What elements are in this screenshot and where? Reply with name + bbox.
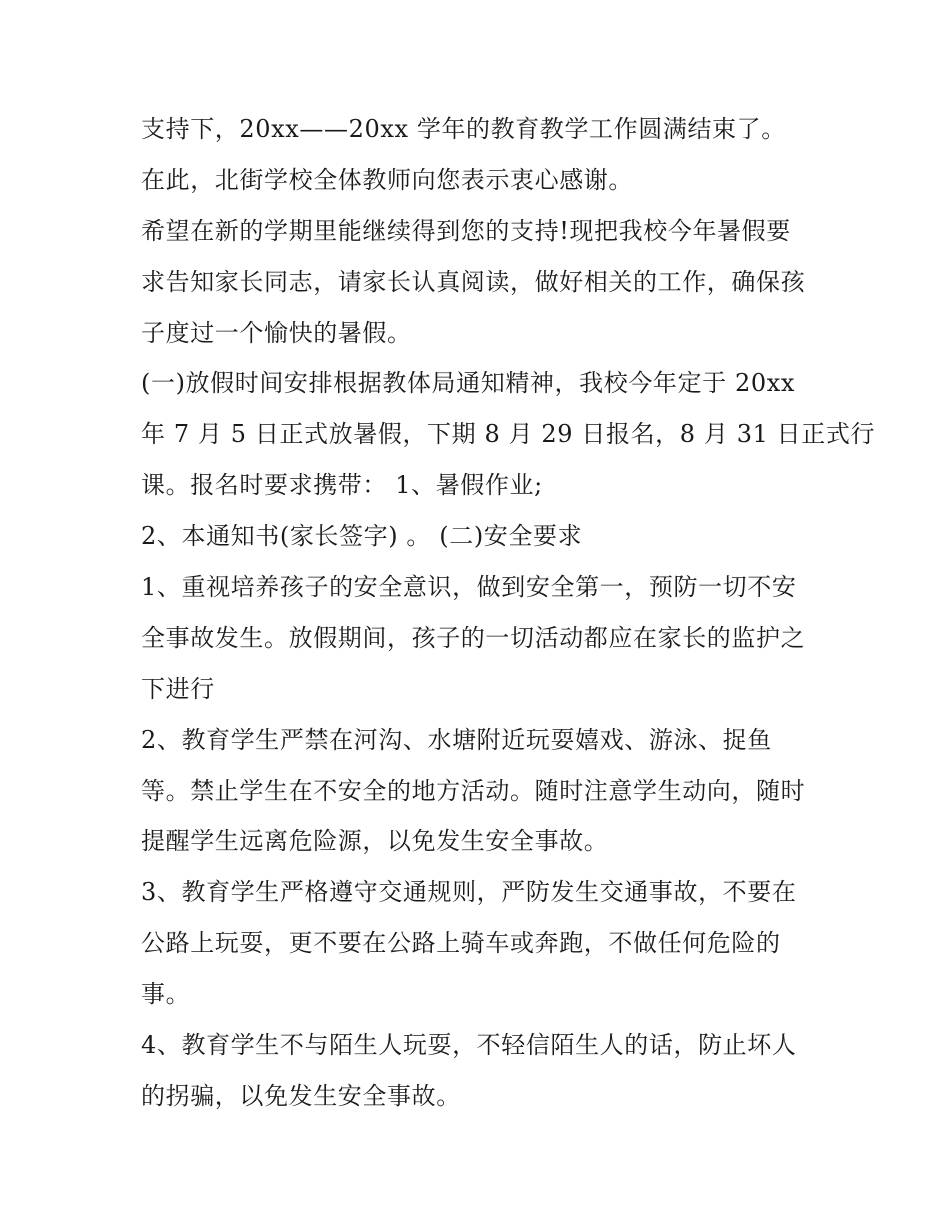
text-line: 的拐骗，以免发生安全事故。	[141, 1081, 461, 1110]
text-line: 2、本通知书(家长签字) 。 (二)安全要求	[141, 522, 583, 551]
text-line: 支持下，20xx——20xx 学年的教育教学工作圆满结束了。	[141, 115, 786, 143]
text-line: 年 7 月 5 日正式放暑假，下期 8 月 29 日报名，8 月 31 日正式行	[141, 420, 876, 449]
text-line: 子度过一个愉快的暑假。	[141, 318, 412, 347]
text-line: 求告知家长同志，请家长认真阅读，做好相关的工作，确保孩	[141, 267, 806, 296]
text-line: 1、重视培养孩子的安全意识，做到安全第一，预防一切不安	[141, 573, 797, 602]
text-line: 2、教育学生严禁在河沟、水塘附近玩耍嬉戏、游泳、捉鱼	[141, 725, 772, 754]
text-line: (一)放假时间安排根据教体局通知精神，我校今年定于 20xx	[141, 369, 795, 398]
text-line: 在此，北街学校全体教师向您表示衷心感谢。	[141, 165, 633, 194]
text-line: 事。	[141, 980, 191, 1009]
text-line: 课。报名时要求携带： 1、暑假作业;	[141, 471, 543, 500]
text-line: 4、教育学生不与陌生人玩耍，不轻信陌生人的话，防止坏人	[141, 1031, 797, 1060]
text-line: 提醒学生远离危险源，以免发生安全事故。	[141, 827, 609, 856]
text-line: 下进行	[141, 674, 215, 703]
text-line: 希望在新的学期里能继续得到您的支持!现把我校今年暑假要	[141, 216, 791, 245]
text-line: 公路上玩耍，更不要在公路上骑车或奔跑，不做任何危险的	[141, 929, 781, 958]
text-line: 3、教育学生严格遵守交通规则，严防发生交通事故，不要在	[141, 878, 797, 907]
document-body	[141, 104, 876, 1122]
text-line: 等。禁止学生在不安全的地方活动。随时注意学生动向，随时	[141, 776, 806, 805]
text-line: 全事故发生。放假期间，孩子的一切活动都应在家长的监护之	[141, 623, 806, 652]
